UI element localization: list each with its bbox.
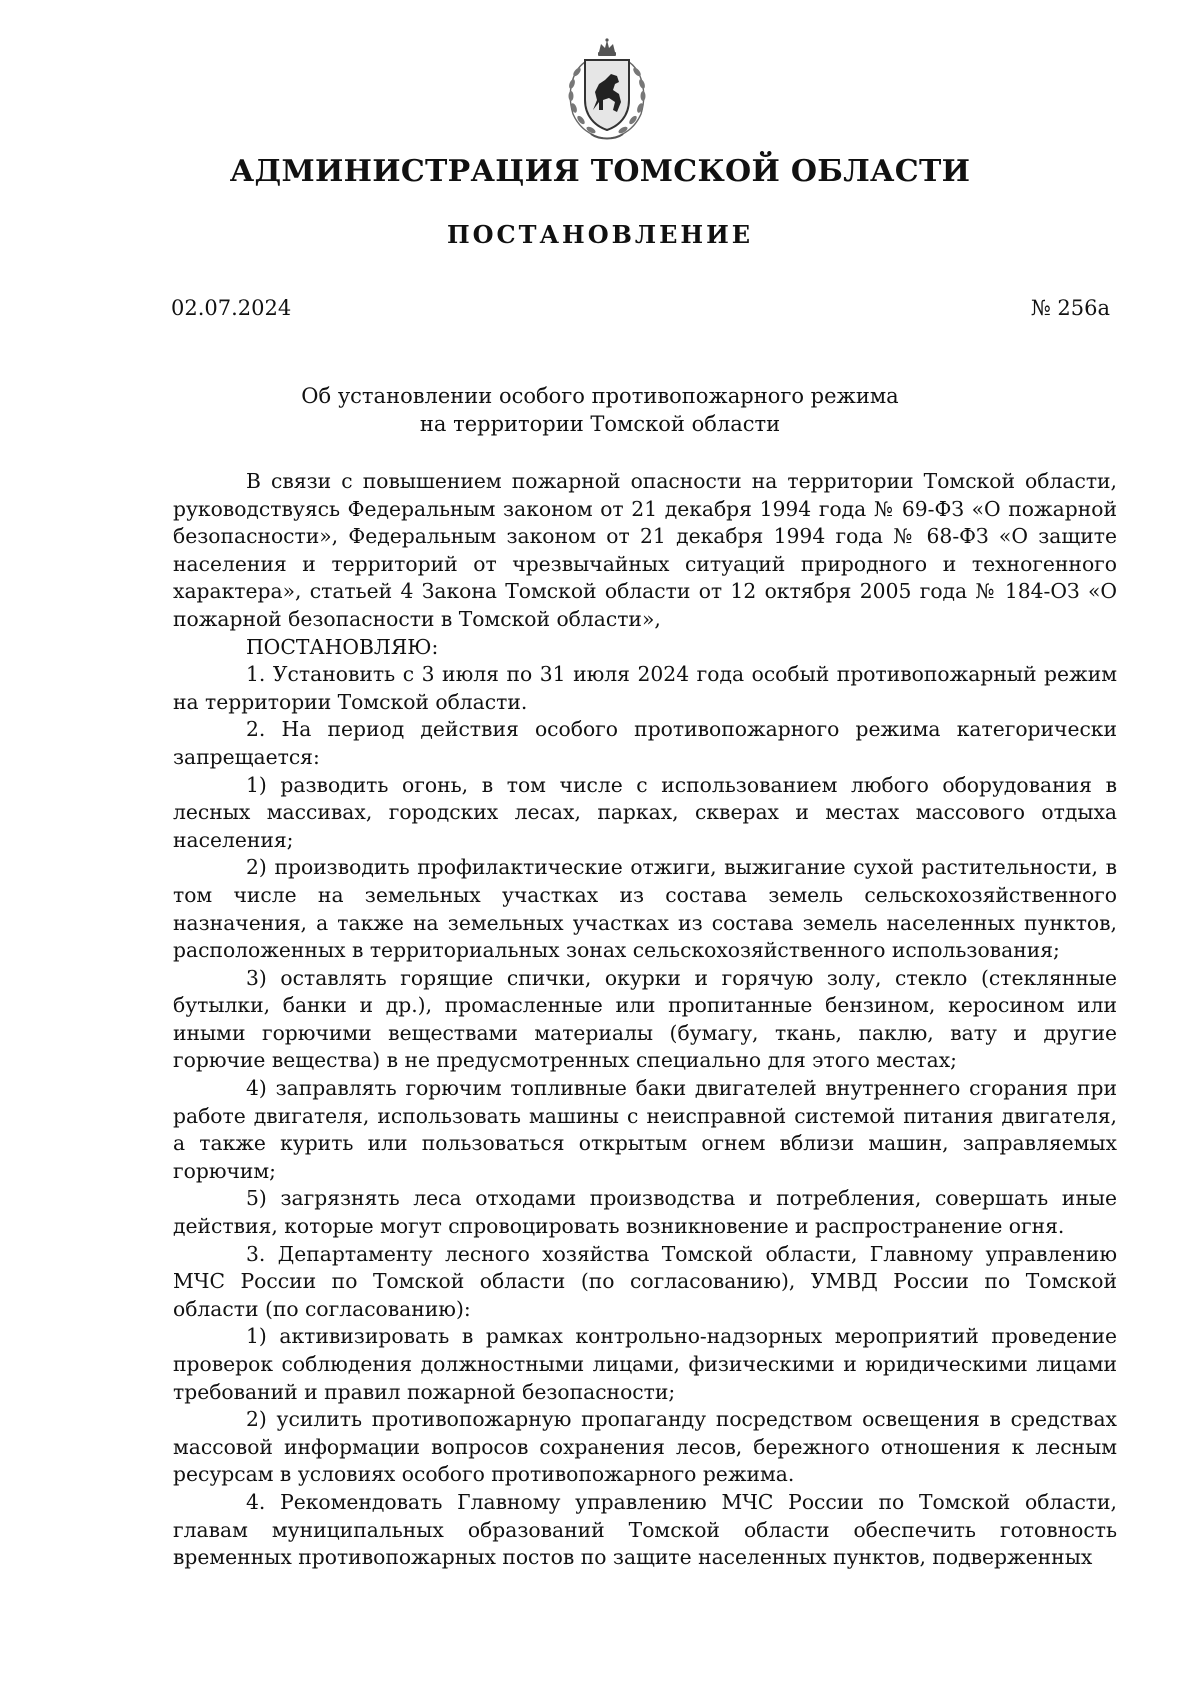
clause-3-item-1: 1) активизировать в рамках контрольно-надзорных мероприятий проведение проверок соблюдения должностными лицами, физическими и юридическими лицами требований и правил пожарной безопасности; xyxy=(173,1324,1117,1404)
clause-1: 1. Установить с 3 июля по 31 июля 2024 года особый противопожарный режим на территории Томской области. xyxy=(173,662,1117,714)
clause-2-item-4: 4) заправлять горючим топливные баки двигателей внутреннего сгорания при работе двигателя, использовать машины с неисправной системой питания двигателя, а также курить или пользоваться открытым огнем вблизи машин, заправляемых горючим; xyxy=(173,1076,1117,1183)
document-number: № 256а xyxy=(1030,296,1110,320)
document-subject xyxy=(0,382,1200,438)
subject-line-1: Об установлении особого противопожарного режима xyxy=(301,384,899,408)
clause-2-item-3: 3) оставлять горящие спички, окурки и горячую золу, стекло (стеклянные бутылки, банки и др.), промасленные или пропитанные бензином, керосином или иными горючими веществами материалы (бумагу, ткань, паклю, вату и другие горючие вещества) в не предусмотренных специально для этого местах; xyxy=(173,965,1117,1073)
subject-line-2: на территории Томской области xyxy=(419,412,781,436)
clause-3-item-2: 2) усилить противопожарную пропаганду посредством освещения в средствах массовой информации вопросов сохранения лесов, бережного отношения к лесным ресурсам в условиях особого противопожарного режима. xyxy=(173,1407,1117,1487)
clause-2: 2. На период действия особого противопожарного режима категорически запрещается: xyxy=(173,717,1117,769)
document-body xyxy=(173,468,1117,1572)
organization-title: АДМИНИСТРАЦИЯ ТОМСКОЙ ОБЛАСТИ xyxy=(229,154,971,189)
preamble-paragraph: В связи с повышением пожарной опасности на территории Томской области, руководствуясь Федеральным законом от 21 декабря 1994 года № 69-ФЗ «О пожарной безопасности», Федеральным законом от 21 декабря 1994 года № 68-ФЗ «О защите населения и территорий от чрезвычайных ситуаций природного и техногенного характера», статьей 4 Закона Томской области от 12 октября 2005 года № 184-ОЗ «О пожарной безопасности в Томской области», xyxy=(173,469,1117,631)
clause-3: 3. Департаменту лесного хозяйства Томской области, Главному управлению МЧС России по Томской области (по согласованию), УМВД России по Томской области (по согласованию): xyxy=(173,1241,1117,1321)
resolve-heading: ПОСТАНОВЛЯЮ: xyxy=(246,634,439,659)
clause-2-item-1: 1) разводить огонь, в том числе с использованием любого оборудования в лесных массивах, городских лесах, парках, скверах и местах массового отдыха населения; xyxy=(173,772,1117,852)
tomsk-oblast-coat-of-arms-icon xyxy=(561,38,653,142)
clause-2-item-2: 2) производить профилактические отжиги, выжигание сухой растительности, в том числе на земельных участках из состава земель сельскохозяйственного назначения, а также на земельных участках из состава земель населенных пунктов, расположенных в территориальных зонах сельскохозяйственного использования; xyxy=(173,855,1117,963)
clause-4: 4. Рекомендовать Главному управлению МЧС России по Томской области, главам муниципальных образований Томской области обеспечить готовность временных противопожарных постов по защите населенных пунктов, подверженных xyxy=(173,1489,1117,1570)
document-type: ПОСТАНОВЛЕНИЕ xyxy=(446,220,754,249)
clause-2-item-5: 5) загрязнять леса отходами производства и потребления, совершать иные действия, которые могут спровоцировать возникновение и распространение огня. xyxy=(173,1186,1117,1239)
document-date: 02.07.2024 xyxy=(171,296,292,320)
